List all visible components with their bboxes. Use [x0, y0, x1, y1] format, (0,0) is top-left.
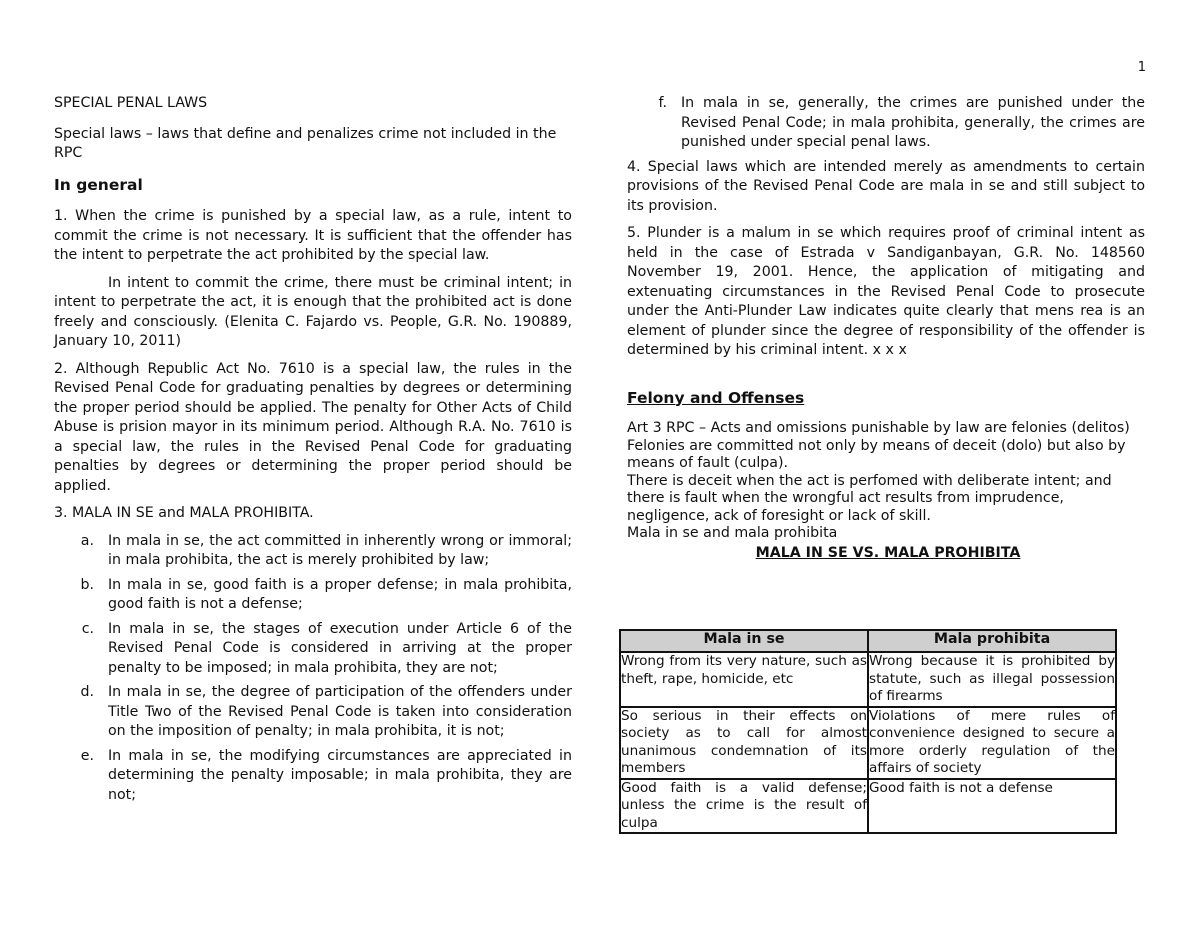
table-row [620, 707, 1116, 779]
table-row [620, 652, 1116, 707]
table-cell: Wrong from its very nature, such as theft, rape, homicide, etc [620, 652, 868, 707]
page-number: 1 [1137, 60, 1146, 75]
list-marker: a. [80, 532, 94, 549]
list-item [627, 94, 1145, 153]
table-header-row [620, 630, 1116, 652]
list-marker: f. [658, 95, 667, 111]
paragraph-3: 3. MALA IN SE and MALA PROHIBITA. [54, 505, 314, 521]
list-marker: e. [80, 747, 94, 764]
list-marker: b. [80, 576, 94, 593]
right-column [627, 94, 1145, 563]
list-marker: d. [80, 684, 94, 700]
table-cell: Wrong because it is prohibited by statute, such as illegal possession of firearms [868, 652, 1116, 707]
paragraph-1-continued: In intent to commit the crime, there must be criminal intent; in intent to perpetrate the act, it is enough that the prohibited act is done freely and consciously. (Elenita C. Fajardo vs. People, G.R. No. 190889, January 10, 2011) [54, 274, 572, 349]
list-item [54, 683, 572, 742]
section-heading-in-general: In general [54, 175, 143, 194]
list-item [54, 576, 572, 615]
list-item-text: In mala in se, good faith is a proper defense; in mala prohibita, good faith is not a defense; [108, 576, 572, 612]
list-item-text: In mala in se, generally, the crimes are punished under the Revised Penal Code; in mala prohibita, generally, the crimes are punished under special penal laws. [681, 95, 1145, 150]
list-item-text: In mala in se, the degree of participation of the offenders under Title Two of the Revised Penal Code is taken into consideration on the imposition of penalty; in mala prohibita, it is not; [108, 684, 572, 739]
list-item-text: In mala in se, the modifying circumstances are appreciated in determining the penalty imposable; in mala prohibita, they are not; [108, 747, 572, 803]
comparison-table [619, 629, 1117, 834]
table-cell: So serious in their effects on society as to call for almost unanimous condemnation of its members [620, 707, 868, 779]
header-mala-prohibita: Mala prohibita [868, 630, 1116, 652]
table-row [620, 779, 1116, 834]
mala-list-continued [627, 94, 1145, 153]
list-item [54, 747, 572, 806]
paragraph-1: 1. When the crime is punished by a special law, as a rule, intent to commit the crime is not necessary. It is sufficient that the offender has the intent to perpetrate the act prohibited by the special law. [54, 208, 572, 263]
left-column [54, 94, 572, 810]
list-item-text: In mala in se, the stages of execution under Article 6 of the Revised Penal Code is considered in arriving at the proper penalty to be imposed; in mala prohibita, they are not; [108, 620, 572, 676]
intro-definition: Special laws – laws that define and penalizes crime not included in the RPC [54, 125, 557, 161]
felonies-text: Felonies are committed not only by means of deceit (dolo) but also by means of fault (culpa). [627, 437, 1126, 471]
paragraph-4: 4. Special laws which are intended merely as amendments to certain provisions of the Revised Penal Code are mala in se and still subject to its provision. [627, 158, 1145, 214]
art3-definition: Art 3 RPC – Acts and omissions punishable by law are felonies (delitos) [627, 420, 1130, 436]
deceit-text: There is deceit when the act is perfomed with deliberate intent; and there is fault when the wrongful act results from imprudence, negligence, ack of foresight or lack of skill. [627, 472, 1112, 524]
section-heading-felony: Felony and Offenses [627, 388, 805, 407]
header-mala-in-se: Mala in se [620, 630, 868, 652]
mala-list [54, 532, 572, 806]
document-title: SPECIAL PENAL LAWS [54, 95, 208, 111]
list-item-text: In mala in se, the act committed in inherently wrong or immoral; in mala prohibita, the act is merely prohibited by law; [108, 532, 572, 568]
paragraph-5: 5. Plunder is a malum in se which requires proof of criminal intent as held in the case of Estrada v Sandiganbayan, G.R. No. 148560 November 19, 2001. Hence, the application of mitigating and extenuating circumstances in the Revised Penal Code to prosecute under the Anti-Plunder Law indicates quite clearly that mens rea is an element of plunder since the degree of responsibility of the offender is determined by his criminal intent. x x x [627, 225, 1145, 358]
list-item [54, 532, 572, 571]
list-marker: c. [81, 620, 94, 637]
paragraph-2: 2. Although Republic Act No. 7610 is a special law, the rules in the Revised Penal Code for graduating penalties by degrees or determining the proper period should be applied. The penalty for Other Acts of Child Abuse is prision mayor in its minimum period. Although R.A. No. 7610 is a special law, the rules in the Revised Penal Code for graduating penalties by degrees or determining the proper period should be applied. [54, 360, 572, 494]
list-item [54, 620, 572, 679]
table-title: MALA IN SE VS. MALA PROHIBITA [755, 544, 1021, 561]
table-cell: Good faith is a valid defense; unless the crime is the result of culpa [620, 779, 868, 834]
table-cell: Good faith is not a defense [868, 779, 1116, 834]
mala-line: Mala in se and mala prohibita [627, 525, 838, 541]
table-cell: Violations of mere rules of convenience designed to secure a more orderly regulation of the affairs of society [868, 707, 1116, 779]
